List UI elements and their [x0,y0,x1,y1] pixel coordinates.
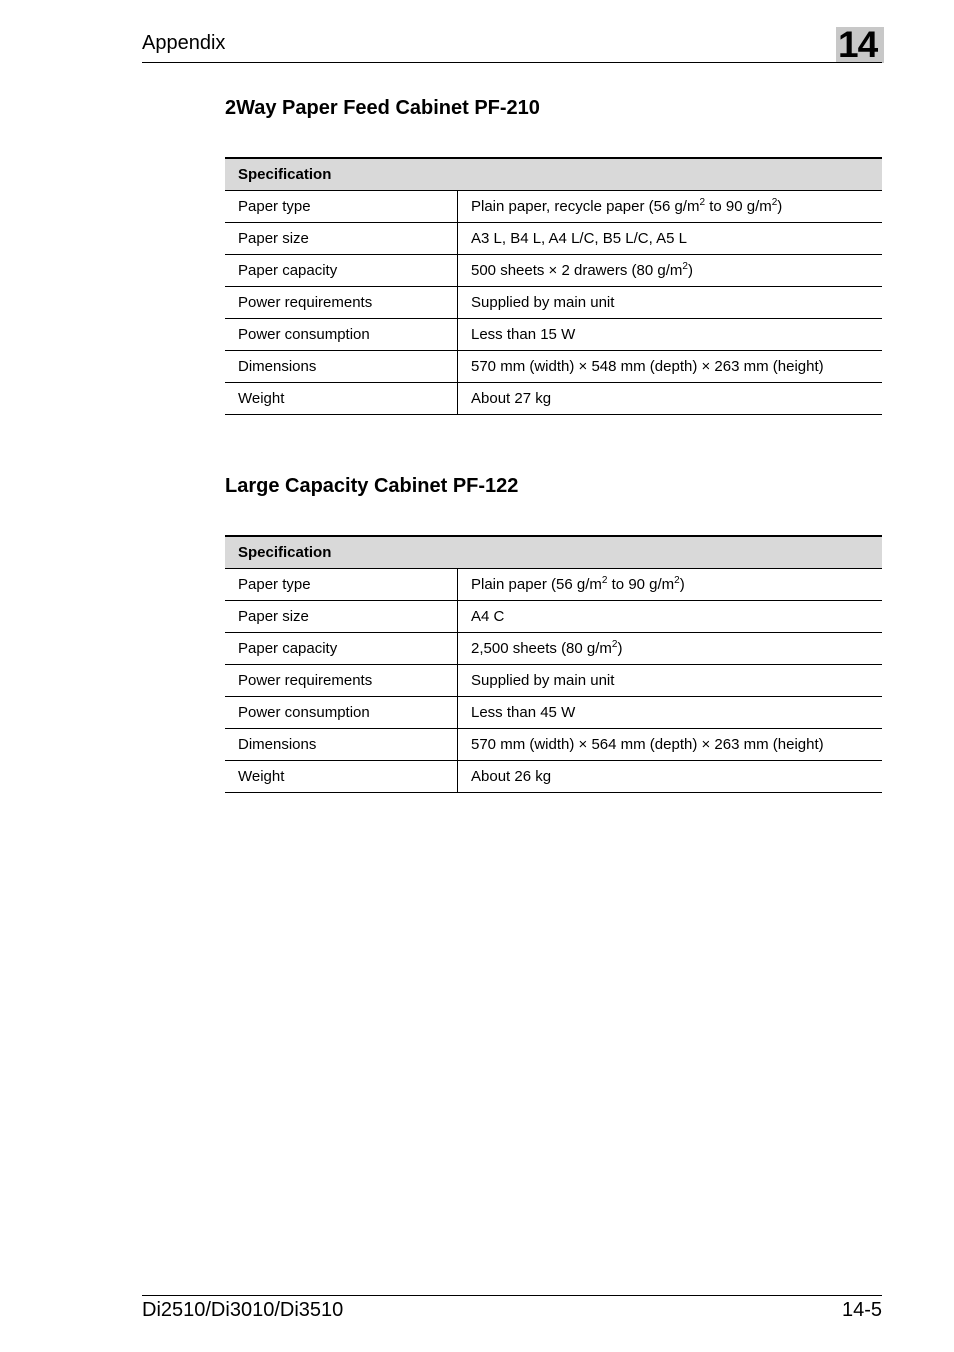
table-row [225,383,882,415]
spec-label: Weight [225,761,458,793]
spec-value [458,633,883,665]
spec-value [458,383,883,415]
table-header-row [225,158,882,191]
value-text: ) [687,262,693,279]
value-text: Less than 15 W [471,326,576,343]
value-text: A4 C [471,608,505,625]
value-text: A3 L, B4 L, A4 L/C, B5 L/C, A5 L [471,230,687,247]
table-row [225,223,882,255]
section-title-pf122: Large Capacity Cabinet PF-122 [225,475,519,497]
table-row [225,697,882,729]
table-header-row [225,536,882,569]
value-text: Plain paper, recycle paper (56 g/m [471,198,700,215]
value-text: ) [777,198,783,215]
table-row [225,255,882,287]
table-row [225,601,882,633]
value-text: to 90 g/m [705,198,772,215]
spec-label: Power requirements [225,287,458,319]
table-row [225,569,882,601]
table-row [225,191,882,223]
spec-value [458,255,883,287]
superscript: 2 [611,639,618,650]
spec-label: Paper capacity [225,255,458,287]
value-text: 500 sheets × 2 drawers (80 g/m [471,262,683,279]
spec-value [458,761,883,793]
spec-value [458,569,883,601]
page-number: 14-5 [841,1299,882,1321]
spec-label: Power requirements [225,665,458,697]
spec-label: Paper type [225,191,458,223]
section-title-pf210: 2Way Paper Feed Cabinet PF-210 [225,97,540,119]
superscript: 2 [674,575,680,586]
value-text: to 90 g/m [607,576,675,593]
table-row [225,351,882,383]
superscript: 2 [771,197,778,208]
header-divider [142,62,882,63]
table-row [225,319,882,351]
value-text: ) [617,640,623,657]
spec-label: Paper type [225,569,458,601]
spec-value [458,665,883,697]
table-body [225,191,882,415]
spec-value [458,191,883,223]
spec-label: Weight [225,383,458,415]
table-row [225,287,882,319]
value-text: ) [679,576,685,593]
spec-label: Power consumption [225,319,458,351]
table-row [225,665,882,697]
table-row [225,633,882,665]
spec-value [458,351,883,383]
chapter-number: 14 [838,24,878,65]
spec-value [458,601,883,633]
value-text: 2,500 sheets (80 g/m [471,640,612,657]
value-text: About 27 kg [471,390,552,407]
spec-value [458,319,883,351]
table-header: Specification [225,536,882,569]
spec-value [458,697,883,729]
value-text: Supplied by main unit [471,294,615,311]
table-row [225,761,882,793]
value-text: Supplied by main unit [471,672,615,689]
spec-label: Power consumption [225,697,458,729]
footer-model: Di2510/Di3010/Di3510 [142,1299,344,1321]
spec-value [458,729,883,761]
spec-label: Paper size [225,223,458,255]
superscript: 2 [699,197,706,208]
spec-label: Paper size [225,601,458,633]
table-row [225,729,882,761]
spec-table-pf210 [225,157,882,415]
spec-value [458,287,883,319]
spec-label: Dimensions [225,729,458,761]
header-title: Appendix [142,32,226,54]
value-text: Less than 45 W [471,704,576,721]
spec-value [458,223,883,255]
value-text: About 26 kg [471,768,552,785]
superscript: 2 [601,575,608,586]
value-text: 570 mm (width) × 564 mm (depth) × 263 mm (height) [471,736,824,753]
spec-label: Dimensions [225,351,458,383]
table-header: Specification [225,158,882,191]
value-text: Plain paper (56 g/m [471,576,602,593]
spec-label: Paper capacity [225,633,458,665]
superscript: 2 [682,261,688,272]
spec-table-pf122 [225,535,882,793]
value-text: 570 mm (width) × 548 mm (depth) × 263 mm (height) [471,358,824,375]
footer-divider [142,1295,882,1296]
table-body [225,569,882,793]
